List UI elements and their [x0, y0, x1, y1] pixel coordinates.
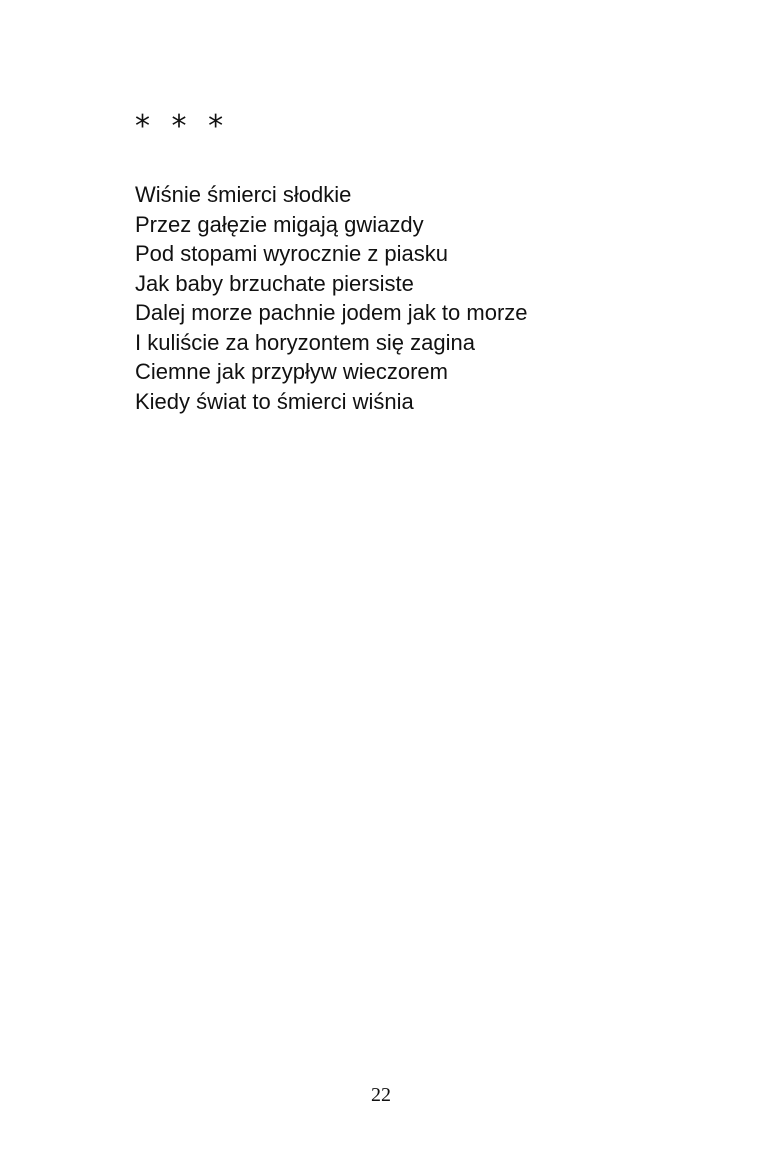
poem-line: Dalej morze pachnie jodem jak to morze: [135, 300, 528, 325]
section-separator: * * *: [135, 109, 230, 144]
poem-line: I kuliście za horyzontem się zagina: [135, 329, 475, 355]
poem-stanza: [135, 180, 528, 416]
poem-line: Wiśnie śmierci słodkie: [135, 182, 352, 207]
page-number: 22: [371, 1084, 391, 1106]
poem-line: Jak baby brzuchate piersiste: [135, 270, 414, 296]
poem-line: Przez gałęzie migają gwiazdy: [135, 211, 424, 237]
poem-line: Pod stopami wyrocznie z piasku: [135, 241, 449, 266]
poem-line: Kiedy świat to śmierci wiśnia: [135, 388, 414, 414]
poem-line: Ciemne jak przypływ wieczorem: [135, 359, 448, 384]
